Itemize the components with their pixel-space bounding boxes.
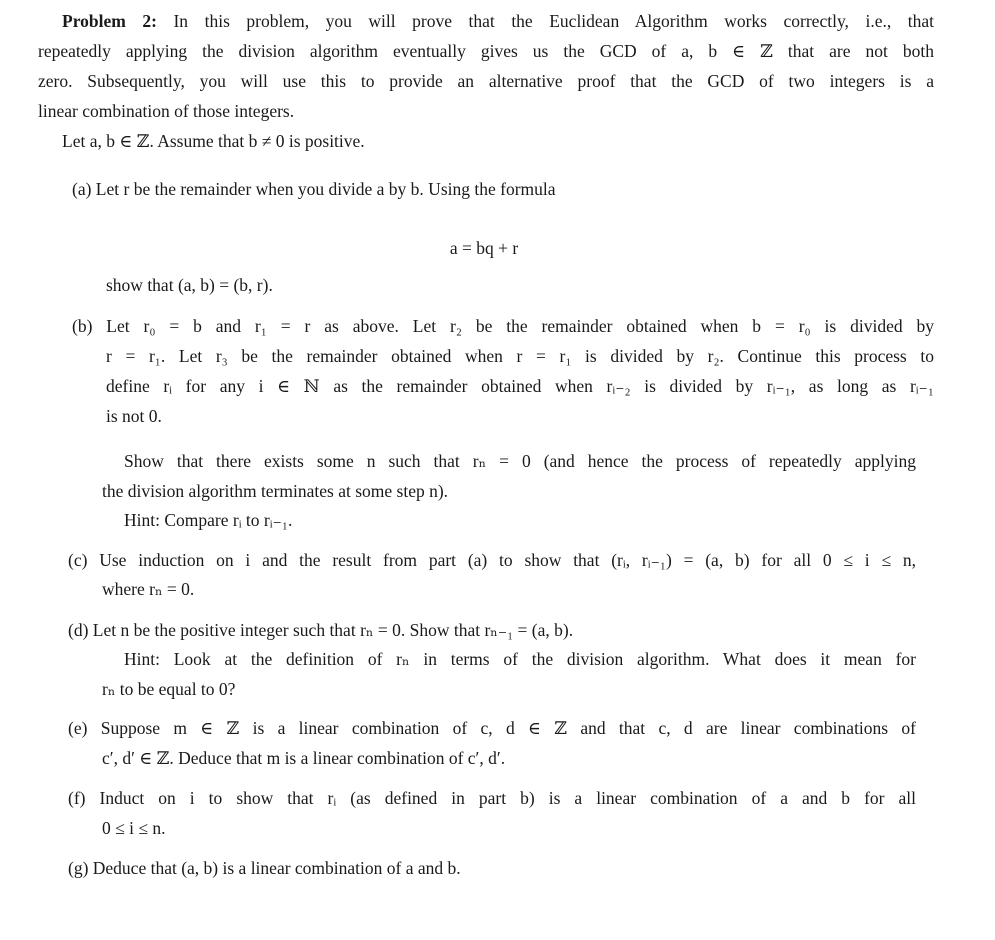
problem-assumption: Let a, b ∈ ℤ. Assume that b ≠ 0 is positive.: [62, 131, 365, 151]
problem-heading: Problem 2:: [62, 11, 157, 31]
part-d-line-1: (d) Let n be the positive integer such that rₙ = 0. Show that rₙ₋₁ = (a, b).: [68, 620, 574, 640]
part-a-line-1: (a) Let r be the remainder when you divide a by b. Using the formula: [72, 179, 556, 199]
part-b-show-2: the division algorithm terminates at some step n).: [102, 481, 449, 501]
part-g-line-1: (g) Deduce that (a, b) is a linear combination of a and b.: [68, 858, 461, 878]
part-f-line-2: 0 ≤ i ≤ n.: [102, 818, 166, 838]
part-b-line-4: is not 0.: [106, 406, 162, 426]
part-b-hint: Hint: Compare rᵢ to rᵢ₋₁.: [124, 510, 293, 530]
part-b-show-1: Show that there exists some n such that rₙ = 0 (and hence the process of repeatedly applying: [124, 451, 916, 471]
part-b-line-3: define rᵢ for any i ∈ ℕ as the remainder obtained when rᵢ₋₂ is divided by rᵢ₋₁, as long as rᵢ₋₁: [106, 376, 934, 396]
part-c-line-1: (c) Use induction on i and the result from part (a) to show that (rᵢ, rᵢ₋₁) = (a, b) for all 0 ≤ i ≤ n,: [68, 550, 916, 570]
problem-intro-line-3: zero. Subsequently, you will use this to provide an alternative proof that the GCD of two integers is a: [38, 71, 934, 91]
part-b-line-1: (b) Let r₀ = b and r₁ = r as above. Let r₂ be the remainder obtained when b = r₀ is divided by: [72, 316, 934, 336]
problem-intro-text-1: In this problem, you will prove that the Euclidean Algorithm works correctly, i.e., that: [173, 11, 934, 31]
part-d-hint-2: rₙ to be equal to 0?: [102, 679, 236, 699]
part-e-line-1: (e) Suppose m ∈ ℤ is a linear combination of c, d ∈ ℤ and that c, d are linear combinations of: [68, 718, 916, 738]
problem-intro-line-1: [62, 10, 934, 32]
part-b-line-2: r = r₁. Let r₃ be the remainder obtained when r = r₁ is divided by r₂. Continue this process to: [106, 346, 934, 366]
part-c-line-2: where rₙ = 0.: [102, 579, 195, 599]
part-f-line-1: (f) Induct on i to show that rᵢ (as defined in part b) is a linear combination of a and b for all: [68, 788, 916, 808]
part-d-hint-1: Hint: Look at the definition of rₙ in terms of the division algorithm. What does it mean for: [124, 649, 916, 669]
problem-intro-line-4: linear combination of those integers.: [38, 101, 295, 121]
part-e-line-2: c′, d′ ∈ ℤ. Deduce that m is a linear combination of c′, d′.: [102, 748, 506, 768]
problem-intro-line-2: repeatedly applying the division algorithm eventually gives us the GCD of a, b ∈ ℤ that are not both: [38, 41, 934, 61]
part-a-formula: a = bq + r: [449, 238, 519, 258]
part-a-line-2: show that (a, b) = (b, r).: [106, 275, 273, 295]
